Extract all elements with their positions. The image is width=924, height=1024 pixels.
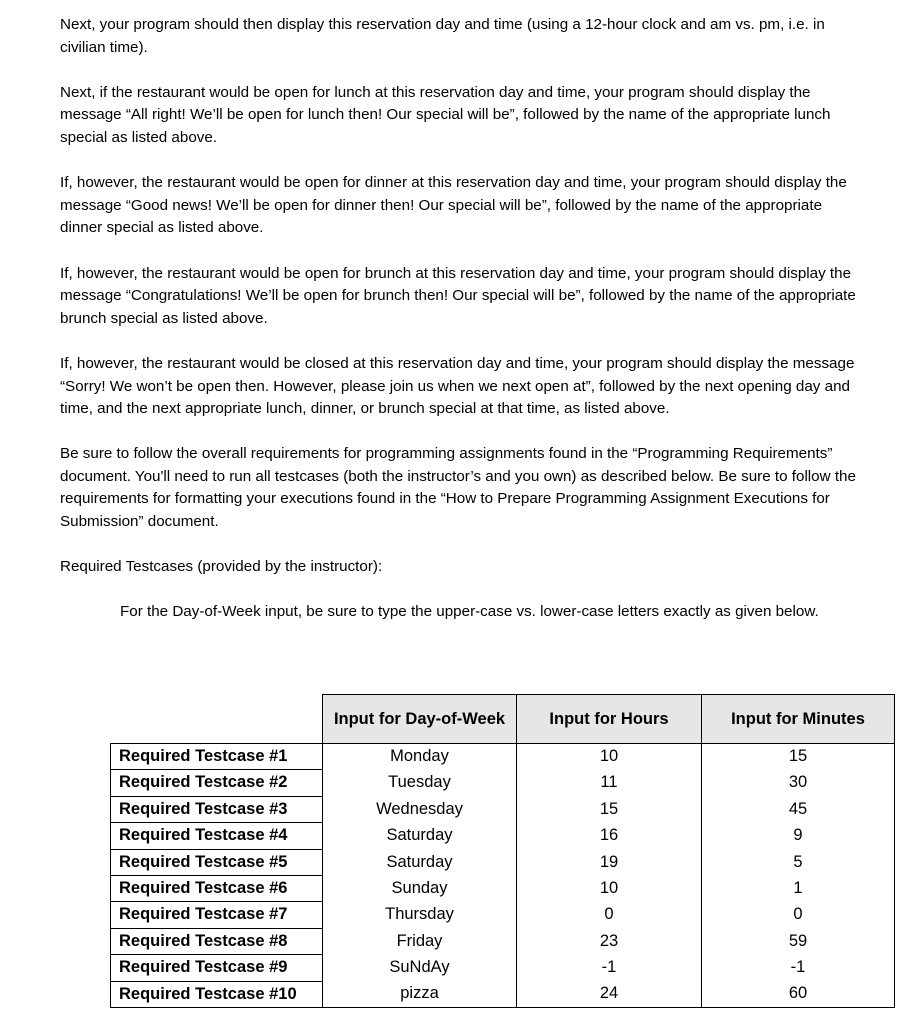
day-cell: SuNdAy (323, 955, 517, 981)
table-row (111, 876, 895, 902)
document-body (60, 14, 860, 650)
testcase-label: Required Testcase #1 (111, 744, 323, 770)
day-cell: Saturday (323, 823, 517, 849)
testcase-label: Required Testcase #4 (111, 823, 323, 849)
day-cell: Monday (323, 744, 517, 770)
hours-cell: 0 (517, 902, 702, 928)
day-of-week-instruction: For the Day-of-Week input, be sure to type the upper-case vs. lower-case letters exactly as given below. (120, 603, 819, 621)
hours-cell: 15 (517, 796, 702, 822)
day-cell: Thursday (323, 902, 517, 928)
table-row (111, 955, 895, 981)
paragraph-closed: If, however, the restaurant would be closed at this reservation day and time, your program should display the message “Sorry! We won’t be open then. However, please join us when we next open at”, followed by the next opening day and time, and the next appropriate lunch, dinner, or brunch special at that time, as listed above. (60, 354, 855, 418)
header-day-of-week: Input for Day-of-Week (323, 695, 517, 744)
testcase-table (110, 694, 895, 1008)
testcases-heading: Required Testcases (provided by the instructor): (60, 558, 383, 576)
table-row (111, 770, 895, 796)
hours-cell: 10 (517, 744, 702, 770)
minutes-cell: 45 (702, 796, 895, 822)
paragraph-lunch: Next, if the restaurant would be open for lunch at this reservation day and time, your program should display the message “All right! We’ll be open for lunch then! Our special will be”, followed by the name of the appropriate lunch special as listed above. (60, 83, 831, 146)
minutes-cell: 9 (702, 823, 895, 849)
hours-cell: -1 (517, 955, 702, 981)
testcase-label: Required Testcase #6 (111, 876, 323, 902)
table-row (111, 849, 895, 875)
paragraph-display-time: Next, your program should then display this reservation day and time (using a 12-hour clock and am vs. pm, i.e. in civilian time). (60, 16, 825, 56)
header-minutes: Input for Minutes (702, 695, 895, 744)
minutes-cell: 15 (702, 744, 895, 770)
day-cell: Sunday (323, 876, 517, 902)
day-cell: pizza (323, 981, 517, 1007)
header-blank-cell (111, 695, 323, 744)
testcase-label: Required Testcase #7 (111, 902, 323, 928)
table-header-row (111, 695, 895, 744)
table-row (111, 744, 895, 770)
paragraph-requirements: Be sure to follow the overall requirements for programming assignments found in the “Programming Requirements” document. You'll need to run all testcases (both the instructor’s and you own) as described below. Be sure to follow the requirements for formatting your executions found in the “How to Prepare Programming Assignment Executions for Submission” document. (60, 445, 856, 531)
paragraph-dinner: If, however, the restaurant would be open for dinner at this reservation day and time, your program should display the message “Good news! We’ll be open for dinner then! Our special will be”, followed by the name of the appropriate dinner special as listed above. (60, 174, 847, 237)
hours-cell: 11 (517, 770, 702, 796)
day-cell: Saturday (323, 849, 517, 875)
minutes-cell: 1 (702, 876, 895, 902)
hours-cell: 24 (517, 981, 702, 1007)
day-cell: Friday (323, 928, 517, 954)
testcase-label: Required Testcase #9 (111, 955, 323, 981)
table-row (111, 981, 895, 1007)
hours-cell: 10 (517, 876, 702, 902)
minutes-cell: 60 (702, 981, 895, 1007)
minutes-cell: 59 (702, 928, 895, 954)
hours-cell: 16 (517, 823, 702, 849)
minutes-cell: 30 (702, 770, 895, 796)
testcase-label: Required Testcase #5 (111, 849, 323, 875)
table-row (111, 823, 895, 849)
table-row (111, 796, 895, 822)
table-row (111, 902, 895, 928)
testcase-label: Required Testcase #10 (111, 981, 323, 1007)
testcase-label: Required Testcase #3 (111, 796, 323, 822)
header-hours: Input for Hours (517, 695, 702, 744)
minutes-cell: -1 (702, 955, 895, 981)
testcase-label: Required Testcase #2 (111, 770, 323, 796)
table-row (111, 928, 895, 954)
minutes-cell: 0 (702, 902, 895, 928)
testcase-label: Required Testcase #8 (111, 928, 323, 954)
minutes-cell: 5 (702, 849, 895, 875)
hours-cell: 19 (517, 849, 702, 875)
day-cell: Tuesday (323, 770, 517, 796)
day-cell: Wednesday (323, 796, 517, 822)
paragraph-brunch: If, however, the restaurant would be open for brunch at this reservation day and time, your program should display the message “Congratulations! We’ll be open for brunch then! Our special will be”, followed by the name of the appropriate brunch special as listed above. (60, 264, 856, 327)
hours-cell: 23 (517, 928, 702, 954)
